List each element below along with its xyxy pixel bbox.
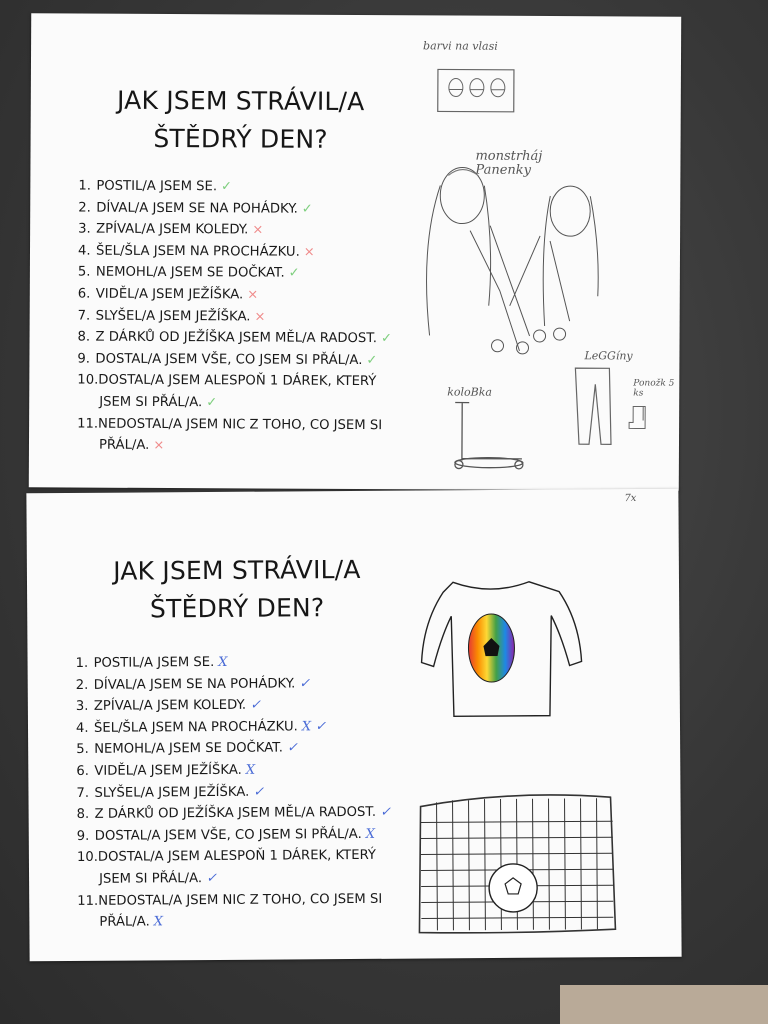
title-line-2: ŠTĚDRÝ DEN? bbox=[149, 593, 325, 624]
list-item bbox=[76, 737, 446, 761]
item-text-continuation-label: PŘÁL/A. bbox=[98, 437, 150, 454]
item-number: 3. bbox=[78, 221, 91, 237]
check-mark-icon: ✓ bbox=[206, 870, 218, 886]
check-mark-icon: ✓ bbox=[380, 804, 392, 820]
item-text: SLYŠEL/A JSEM JEŽÍŠKA. bbox=[95, 308, 251, 325]
item-text: DOSTAL/A JSEM VŠE, CO JSEM SI PŘÁL/A. bbox=[94, 826, 362, 844]
item-text: DÍVAL/A JSEM SE NA POHÁDKY. bbox=[93, 676, 296, 693]
handwritten-scooter: koloBka bbox=[447, 385, 493, 399]
list-item bbox=[78, 197, 448, 221]
check-mark-icon: ✓ bbox=[221, 179, 233, 195]
list-item bbox=[75, 650, 445, 674]
item-number: 1. bbox=[78, 178, 91, 194]
item-number: 5. bbox=[77, 264, 91, 280]
check-mark-icon: ✓ bbox=[380, 331, 392, 347]
item-text-continuation bbox=[77, 866, 447, 890]
item-text: Z DÁRKŮ OD JEŽÍŠKA JSEM MĚL/A RADOST. bbox=[94, 805, 377, 822]
item-number: 6. bbox=[77, 286, 91, 302]
cross-mark-icon: × bbox=[303, 244, 315, 260]
scooter-drawing bbox=[449, 400, 529, 475]
item-text: ZPÍVAL/A JSEM KOLEDY. bbox=[96, 221, 249, 238]
cross-mark-icon: × bbox=[254, 309, 266, 325]
item-number: 6. bbox=[76, 763, 89, 779]
item-number: 7. bbox=[77, 308, 91, 324]
list-item bbox=[78, 262, 448, 286]
question-list bbox=[77, 176, 448, 459]
handwritten-leggings: LeGGíny bbox=[584, 349, 633, 363]
item-number: 9. bbox=[76, 828, 90, 844]
handwritten-dolls: monstrháj Panenky bbox=[475, 148, 543, 178]
item-number: 4. bbox=[77, 243, 91, 259]
item-text-continuation bbox=[77, 909, 447, 933]
list-item bbox=[76, 780, 446, 804]
worksheet-title bbox=[90, 82, 390, 160]
item-number: 10. bbox=[76, 850, 98, 866]
item-text-continuation-label: JSEM SI PŘÁL/A. bbox=[99, 871, 203, 887]
item-number: 8. bbox=[77, 329, 91, 345]
rainbow-sweater-drawing bbox=[401, 577, 584, 728]
check-mark-icon: ✓ bbox=[366, 352, 378, 368]
worksheet-2 bbox=[26, 489, 681, 962]
worksheet-1 bbox=[29, 13, 681, 490]
item-number: 11. bbox=[77, 416, 99, 432]
item-text: NEMOHL/A JSEM SE DOČKAT. bbox=[95, 265, 285, 282]
item-text-continuation bbox=[77, 391, 447, 415]
item-number: 5. bbox=[76, 742, 89, 758]
item-number: 9. bbox=[77, 351, 91, 367]
item-text: ŠEL/ŠLA JSEM NA PROCHÁZKU. bbox=[93, 719, 298, 736]
title-line-1: JAK JSEM STRÁVIL/A bbox=[113, 554, 361, 586]
cross-mark-icon: X bbox=[365, 826, 376, 842]
item-text: NEMOHL/A JSEM SE DOČKAT. bbox=[94, 740, 283, 758]
check-mark-icon: ✓ bbox=[299, 675, 311, 691]
title-line-2: ŠTĚDRÝ DEN? bbox=[153, 123, 328, 154]
title-line-1: JAK JSEM STRÁVIL/A bbox=[116, 85, 365, 117]
check-mark-icon: ✓ bbox=[253, 784, 265, 800]
item-number: 2. bbox=[75, 677, 89, 693]
question-list bbox=[75, 650, 447, 933]
item-text: DOSTAL/A JSEM VŠE, CO JSEM SI PŘÁL/A. bbox=[95, 351, 363, 368]
hair-dye-drawing bbox=[436, 67, 518, 115]
item-text-continuation-label: JSEM SI PŘÁL/A. bbox=[99, 394, 203, 411]
item-number: 4. bbox=[75, 720, 89, 736]
check-mark-icon: ✓ bbox=[288, 266, 300, 282]
floor-background bbox=[560, 985, 768, 1024]
list-item bbox=[77, 327, 447, 351]
list-item bbox=[76, 758, 446, 782]
soccer-goal-drawing bbox=[414, 791, 619, 938]
check-mark-icon: ✓ bbox=[206, 395, 218, 411]
list-item bbox=[77, 845, 447, 891]
item-text: DOSTAL/A JSEM ALESPOŇ 1 DÁREK, KTERÝ bbox=[98, 373, 377, 390]
item-text: NEDOSTAL/A JSEM NIC Z TOHO, CO JSEM SI bbox=[98, 891, 383, 909]
list-item bbox=[78, 305, 448, 329]
item-text: POSTIL/A JSEM SE. bbox=[93, 654, 215, 671]
check-mark-icon: ✓ bbox=[250, 697, 262, 713]
item-number: 11. bbox=[77, 893, 99, 909]
list-item bbox=[76, 672, 446, 696]
corner-note: 7x bbox=[624, 493, 637, 505]
list-item bbox=[77, 802, 447, 826]
cross-mark-icon: × bbox=[247, 287, 259, 303]
check-mark-icon: ✓ bbox=[286, 740, 298, 756]
cross-mark-icon: X bbox=[153, 914, 164, 930]
item-number: 2. bbox=[78, 200, 91, 216]
cross-mark-icon: X bbox=[218, 654, 228, 670]
list-item bbox=[77, 370, 447, 415]
item-text: Z DÁRKŮ OD JEŽÍŠKA JSEM MĚL/A RADOST. bbox=[95, 329, 378, 347]
cross-mark-icon: X ✓ bbox=[301, 718, 327, 735]
item-text: VIDĚL/A JSEM JEŽÍŠKA. bbox=[95, 286, 244, 303]
list-item bbox=[78, 240, 448, 264]
item-number: 8. bbox=[76, 807, 90, 823]
list-item bbox=[77, 888, 447, 934]
item-number: 3. bbox=[75, 699, 89, 715]
cross-mark-icon: × bbox=[252, 222, 264, 238]
item-text: VIDĚL/A JSEM JEŽÍŠKA. bbox=[94, 762, 242, 779]
list-item bbox=[78, 219, 448, 243]
handwritten-hair-colors: barvi na vlasi bbox=[423, 39, 498, 53]
cross-mark-icon: X bbox=[245, 762, 256, 778]
handwritten-socks: Ponožk 5 ks bbox=[633, 378, 675, 399]
item-number: 1. bbox=[75, 655, 89, 671]
check-mark-icon: ✓ bbox=[301, 201, 313, 217]
item-text: POSTIL/A JSEM SE. bbox=[96, 178, 218, 195]
leggings-drawing bbox=[569, 366, 619, 448]
item-text: DOSTAL/A JSEM ALESPOŇ 1 DÁREK, KTERÝ bbox=[97, 848, 376, 866]
socks-drawing bbox=[627, 404, 657, 430]
item-text: ŠEL/ŠLA JSEM NA PROCHÁZKU. bbox=[95, 243, 300, 260]
list-item bbox=[76, 715, 446, 739]
cross-mark-icon: × bbox=[153, 438, 165, 454]
list-item bbox=[77, 348, 447, 372]
item-number: 10. bbox=[77, 372, 99, 389]
monster-high-dolls-drawing bbox=[399, 155, 620, 366]
list-item bbox=[77, 413, 447, 458]
item-text: DÍVAL/A JSEM SE NA POHÁDKY. bbox=[96, 200, 298, 217]
list-item bbox=[78, 284, 448, 308]
item-number: 7. bbox=[76, 785, 90, 801]
item-text: NEDOSTAL/A JSEM NIC Z TOHO, CO JSEM SI bbox=[98, 416, 383, 433]
worksheet-title bbox=[87, 551, 388, 629]
list-item bbox=[78, 176, 448, 200]
item-text: ZPÍVAL/A JSEM KOLEDY. bbox=[93, 697, 247, 715]
item-text-continuation bbox=[77, 435, 447, 459]
item-text: SLYŠEL/A JSEM JEŽÍŠKA. bbox=[94, 784, 250, 801]
list-item bbox=[76, 694, 446, 718]
list-item bbox=[77, 823, 447, 847]
item-text-continuation-label: PŘÁL/A. bbox=[99, 914, 150, 930]
